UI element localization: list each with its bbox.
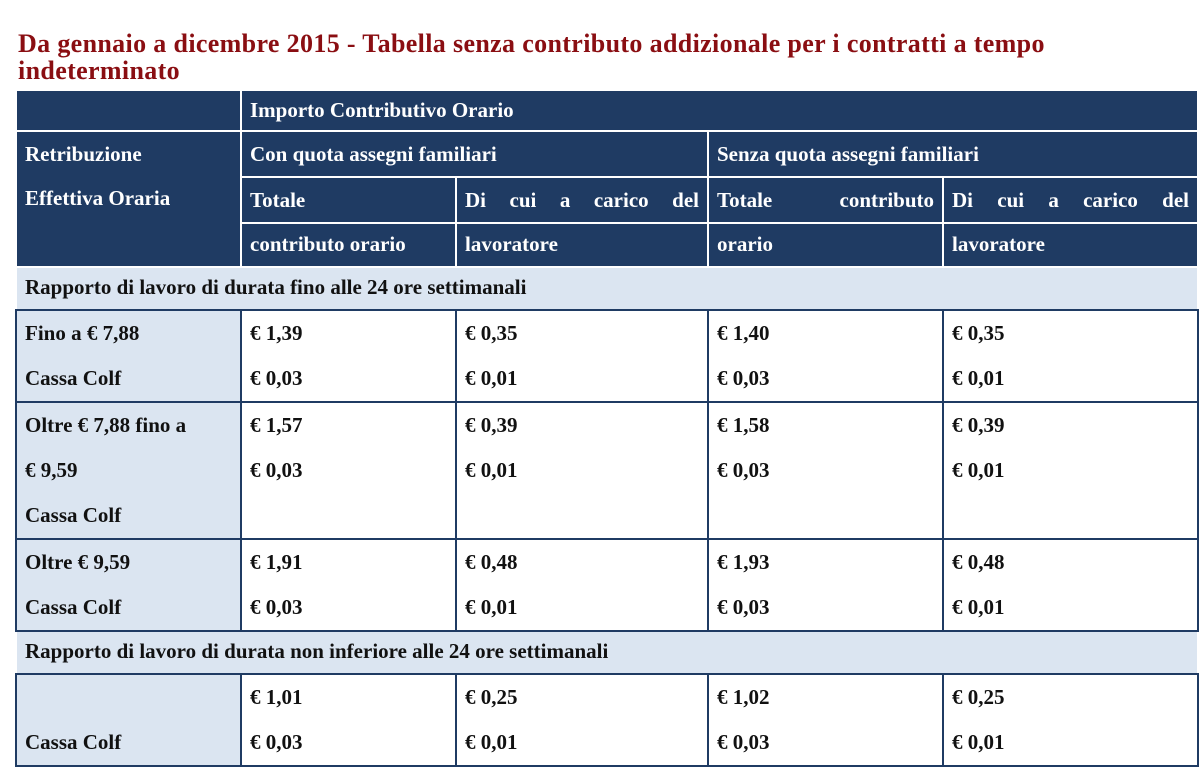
value-cell bbox=[708, 493, 943, 539]
table-row bbox=[16, 356, 1198, 402]
table-row bbox=[16, 674, 1198, 720]
value-cell: € 1,01 bbox=[241, 674, 456, 720]
header-col1-line1: Totale bbox=[241, 177, 456, 223]
value-cell: € 0,35 bbox=[943, 310, 1198, 356]
header-row-label-line1: Retribuzione bbox=[25, 142, 142, 166]
row-label: Cassa Colf bbox=[16, 493, 241, 539]
header-col3-line2: orario bbox=[708, 223, 943, 267]
contribution-table bbox=[15, 89, 1199, 767]
value-cell: € 0,03 bbox=[241, 448, 456, 493]
section-heading: Rapporto di lavoro di durata non inferiore alle 24 ore settimanali bbox=[16, 631, 1198, 674]
value-cell: € 1,39 bbox=[241, 310, 456, 356]
header-col4-line2: lavoratore bbox=[943, 223, 1198, 267]
value-cell: € 0,03 bbox=[241, 356, 456, 402]
value-cell: € 0,03 bbox=[708, 448, 943, 493]
header-col2-line2: lavoratore bbox=[456, 223, 708, 267]
value-cell: € 0,01 bbox=[456, 448, 708, 493]
row-label: Cassa Colf bbox=[16, 720, 241, 766]
table-row bbox=[16, 585, 1198, 631]
header-col1-line2: contributo orario bbox=[241, 223, 456, 267]
value-cell: € 1,02 bbox=[708, 674, 943, 720]
table-row bbox=[16, 493, 1198, 539]
value-cell bbox=[456, 493, 708, 539]
value-cell: € 0,01 bbox=[943, 356, 1198, 402]
header-subgroup-with: Con quota assegni familiari bbox=[241, 131, 708, 177]
value-cell: € 0,01 bbox=[943, 720, 1198, 766]
value-cell: € 0,01 bbox=[943, 448, 1198, 493]
value-cell: € 1,57 bbox=[241, 402, 456, 448]
row-label: Cassa Colf bbox=[16, 585, 241, 631]
value-cell: € 0,03 bbox=[708, 585, 943, 631]
header-empty-cell bbox=[16, 90, 241, 131]
header-col2-line1: Di cui a carico del bbox=[456, 177, 708, 223]
row-label: Fino a € 7,88 bbox=[16, 310, 241, 356]
row-label: € 9,59 bbox=[16, 448, 241, 493]
header-row-label bbox=[16, 131, 241, 267]
value-cell: € 0,03 bbox=[708, 356, 943, 402]
table-row bbox=[16, 720, 1198, 766]
value-cell: € 0,25 bbox=[943, 674, 1198, 720]
row-label bbox=[16, 674, 241, 720]
value-cell: € 0,01 bbox=[943, 585, 1198, 631]
value-cell: € 0,25 bbox=[456, 674, 708, 720]
table-row bbox=[16, 539, 1198, 585]
value-cell: € 1,93 bbox=[708, 539, 943, 585]
section-row bbox=[16, 267, 1198, 310]
value-cell: € 1,40 bbox=[708, 310, 943, 356]
value-cell: € 0,03 bbox=[241, 720, 456, 766]
header-row-label-line2: Effettiva Oraria bbox=[25, 186, 171, 210]
section-row bbox=[16, 631, 1198, 674]
header-subgroup-without: Senza quota assegni familiari bbox=[708, 131, 1198, 177]
table-row bbox=[16, 448, 1198, 493]
table-row bbox=[16, 402, 1198, 448]
value-cell: € 0,39 bbox=[943, 402, 1198, 448]
value-cell: € 0,48 bbox=[943, 539, 1198, 585]
value-cell: € 0,35 bbox=[456, 310, 708, 356]
header-col3-line1: Totale contributo bbox=[708, 177, 943, 223]
value-cell: € 0,01 bbox=[456, 720, 708, 766]
value-cell: € 0,48 bbox=[456, 539, 708, 585]
value-cell: € 1,58 bbox=[708, 402, 943, 448]
value-cell: € 0,03 bbox=[708, 720, 943, 766]
header-group: Importo Contributivo Orario bbox=[241, 90, 1198, 131]
value-cell bbox=[943, 493, 1198, 539]
row-label: Oltre € 9,59 bbox=[16, 539, 241, 585]
row-label: Oltre € 7,88 fino a bbox=[16, 402, 241, 448]
value-cell: € 0,39 bbox=[456, 402, 708, 448]
value-cell bbox=[241, 493, 456, 539]
table-row bbox=[16, 310, 1198, 356]
header-col4-line1: Di cui a carico del bbox=[943, 177, 1198, 223]
section-heading: Rapporto di lavoro di durata fino alle 24 ore settimanali bbox=[16, 267, 1198, 310]
value-cell: € 0,03 bbox=[241, 585, 456, 631]
document-title: Da gennaio a dicembre 2015 - Tabella senza contributo addizionale per i contratti a tempo indeterminato bbox=[18, 29, 1045, 85]
value-cell: € 1,91 bbox=[241, 539, 456, 585]
row-label: Cassa Colf bbox=[16, 356, 241, 402]
value-cell: € 0,01 bbox=[456, 356, 708, 402]
value-cell: € 0,01 bbox=[456, 585, 708, 631]
